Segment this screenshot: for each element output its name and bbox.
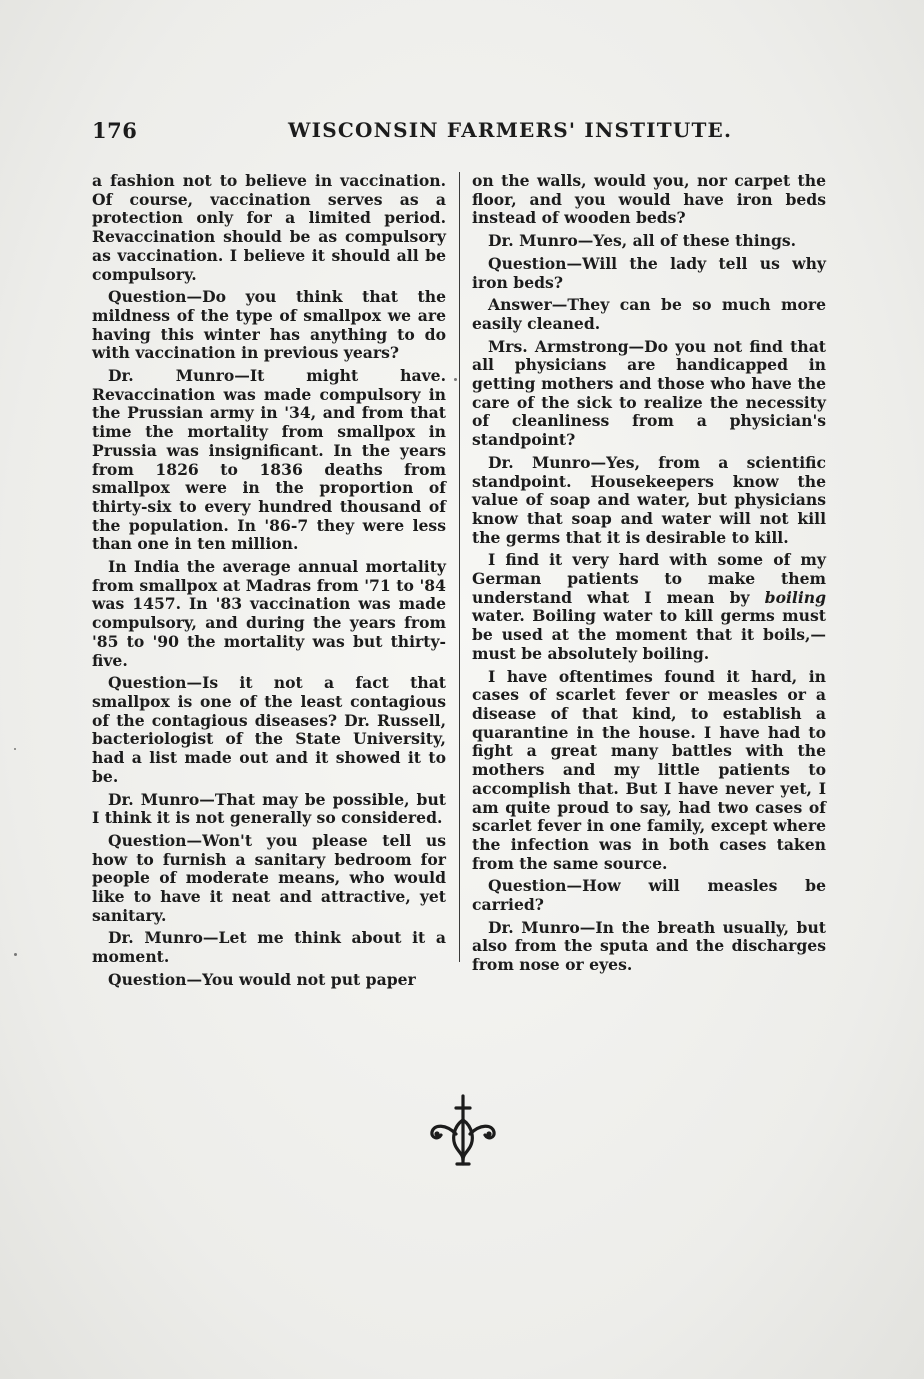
right-column [472,172,826,979]
running-title: WISCONSIN FARMERS' INSTITUTE. [288,118,733,142]
paragraph: I have oftentimes found it hard, in cases of scarlet fever or measles or a disease of that kind, to establish a quarantine in the house. I have had to fight a great many battles with the mothers and my little patients to accomplish that. But I have never yet, I am quite proud to say, had two cases of scarlet fever in one family, except where the infection was in both cases taken from the same source. [472,666,826,873]
paragraph: Question—Is it not a fact that smallpox is one of the least contagious of the contagious diseases? Dr. Russell, bacteriologist of the State University, had a list made out and it showed it to be. [92,673,446,786]
paragraph: Question—You would not put paper [108,969,416,989]
left-column [92,172,446,994]
paragraph: Question—Do you think that the mildness of the type of smallpox we are having this winter has anything to do with vaccination in previous years? [92,287,446,363]
paragraph: Dr. Munro—That may be possible, but I think it is not generally so considered. [92,789,446,828]
paragraph: Question—Won't you please tell us how to furnish a sanitary bedroom for people of moderate means, who would like to have it neat and attractive, yet sanitary. [92,830,446,925]
paragraph: Dr. Munro—Let me think about it a moment. [92,928,446,967]
page-number: 176 [92,118,138,143]
paragraph: Dr. Munro—It might have. Revaccination was made compulsory in the Prussian army in '34, and from that time the mortality from smallpox in Prussia was insignificant. In the years from 1826 to 1836 deaths from smallpox were in the proportion of thirty-six to every hundred thousand of the population. In '86-7 they were less than one in ten million. [92,366,446,554]
page-header [92,118,832,150]
print-speck [14,748,16,750]
paragraph [472,551,826,663]
emphasis-text: boiling [764,587,826,607]
paragraph: Answer—They can be so much more easily cleaned. [472,295,826,333]
paragraph-text: I find it very hard with some of my German patients to make them understand what I mean by [472,550,826,607]
column-divider [459,172,460,962]
paragraph: Dr. Munro—Yes, all of these things. [488,231,797,251]
paragraph: Dr. Munro—Yes, from a scientific standpoint. Housekeepers know the value of soap and water, but physicians know that soap and water will not kill the germs that it is desirable to kill. [472,452,826,547]
paragraph: Dr. Munro—In the breath usually, but also from the sputa and the discharges from nose or eyes. [472,917,826,975]
paragraph: In India the average annual mortality from smallpox at Madras from '71 to '84 was 1457. In '83 vaccination was made compulsory, and during the years from '85 to '90 the mortality was but thirty-five. [92,557,446,670]
paragraph-text: water. Boiling water to kill germs must be used at the moment that it boils,—must be absolutely boiling. [472,606,826,663]
paragraph: a fashion not to believe in vaccination. Of course, vaccination serves as a protection only for a limited period. Revaccination should be as compulsory as vaccination. I believe it should all be compulsory. [92,171,446,284]
print-speck [14,953,17,956]
paragraph: Question—Will the lady tell us why iron beds? [472,253,826,292]
print-speck [454,378,457,381]
paragraph: Mrs. Armstrong—Do you not find that all physicians are handicapped in getting mothers and those who have the care of the sick to realize the necessity of cleanliness from a physician's standpoint? [472,336,826,450]
fleuron-icon [428,1094,498,1168]
paragraph: on the walls, would you, nor carpet the floor, and you would have iron beds instead of wooden beds? [472,171,826,228]
paragraph: Question—How will measles be carried? [472,876,826,915]
